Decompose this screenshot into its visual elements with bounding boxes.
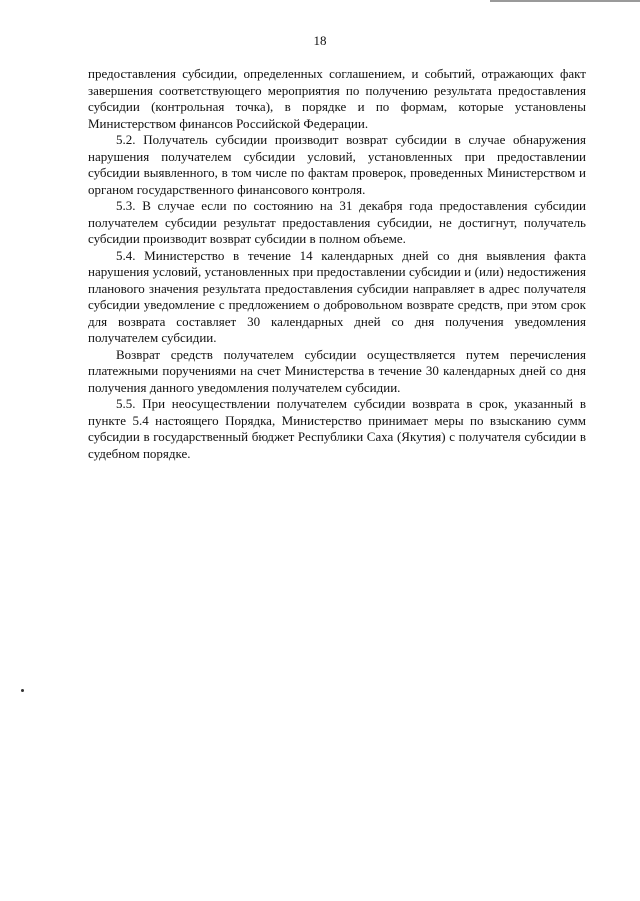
paragraph-refund-procedure: Возврат средств получателем субсидии осуществляется путем перечисления платежными поручениями на счет Министерства в течение 30 календарных дней со дня получения данного уведомления получателем субсидии. xyxy=(88,346,586,395)
page-number: 18 xyxy=(313,33,327,48)
margin-speck xyxy=(21,689,24,692)
document-body xyxy=(88,66,586,462)
paragraph-continuation: предоставления субсидии, определенных соглашением, и событий, отражающих факт завершения соответствующего мероприятия по получению результата предоставления субсидии (контрольная точка), в порядке и по формам, которые установлены Министерством финансов Российской Федерации. xyxy=(88,66,586,131)
paragraph-5-5: 5.5. При неосуществлении получателем субсидии возврата в срок, указанный в пункте 5.4 настоящего Порядка, Министерство принимает меры по взысканию сумм субсидии в государственный бюджет Республики Саха (Якутия) с получателя субсидии в судебном порядке. xyxy=(88,396,586,461)
paragraph-5-3: 5.3. В случае если по состоянию на 31 декабря года предоставления субсидии получателем субсидии результат предоставления субсидии, не достигнут, получатель субсидии производит возврат субсидии в полном объеме. xyxy=(88,198,586,246)
paragraph-5-4: 5.4. Министерство в течение 14 календарных дней со дня выявления факта нарушения условий, установленных при предоставлении субсидии и (или) недостижения планового значения результата предоставления субсидии направляет в адрес получателя субсидии уведомление с предложением о добровольном возврате средств, при этом срок для возврата составляет 30 календарных дней со дня получения уведомления получателем субсидии. xyxy=(88,247,586,345)
top-edge-rule xyxy=(490,0,640,2)
paragraph-5-2: 5.2. Получатель субсидии производит возврат субсидии в случае обнаружения нарушения получателем субсидии условий, установленных при предоставлении субсидии выявленного, в том числе по фактам проверок, проведенных Министерством и органом государственного финансового контроля. xyxy=(88,132,586,197)
